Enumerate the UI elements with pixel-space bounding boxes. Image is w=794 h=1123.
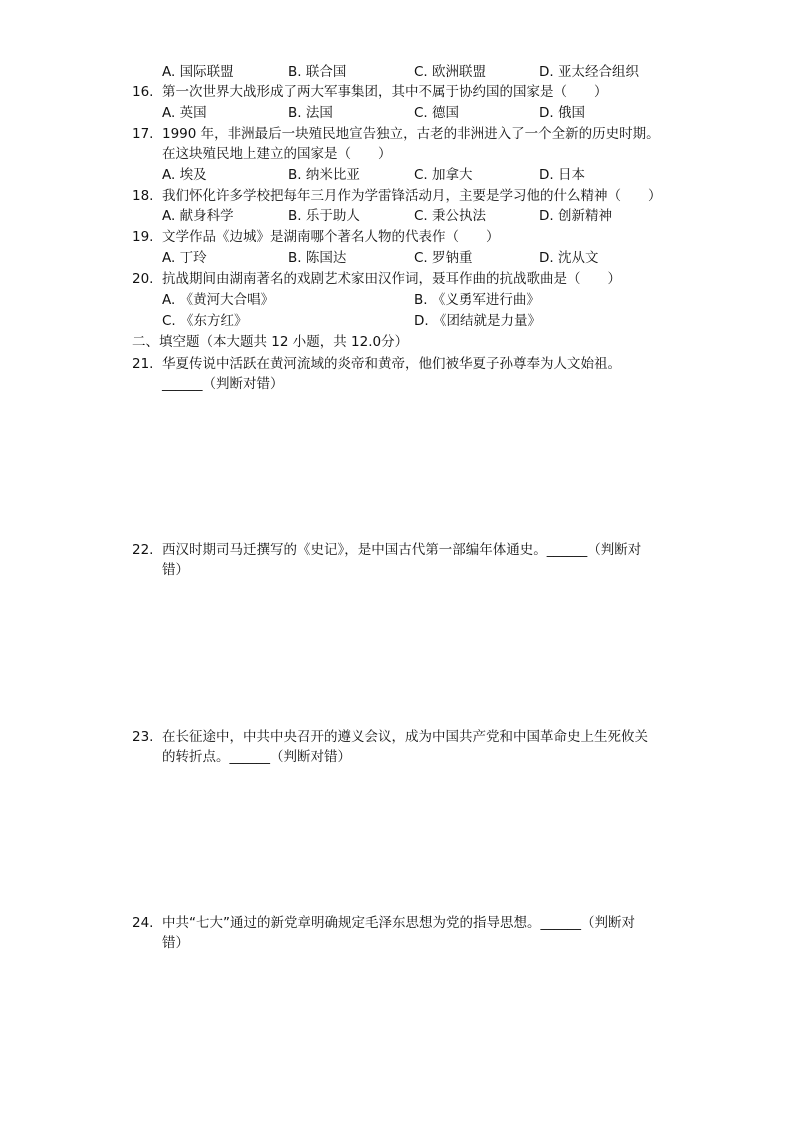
option-d: D. 亚太经合组织: [539, 64, 639, 80]
question-17: [132, 124, 672, 164]
option-a: A. 国际联盟: [162, 64, 234, 80]
option-a: A. 英国: [162, 105, 207, 121]
question-number: 16.: [132, 84, 154, 100]
option-b: B. 乐于助人: [288, 208, 360, 224]
question-text: 中共“七大”通过的新党章明确规定毛泽东思想为党的指导思想。______（判断对: [162, 915, 635, 931]
question-20: [132, 269, 672, 289]
option-c: C. 欧洲联盟: [414, 64, 487, 80]
question-text: 抗战期间由湖南著名的戏剧艺术家田汉作词，聂耳作曲的抗战歌曲是（ ）: [162, 271, 621, 287]
question-23: [132, 727, 672, 767]
option-a: A. 丁玲: [162, 250, 207, 266]
question-text: 我们怀化许多学校把每年三月作为学雷锋活动月，主要是学习他的什么精神（ ）: [162, 188, 662, 204]
option-a: A. 献身科学: [162, 208, 234, 224]
section-title: 二、填空题（本大题共 12 小题，共 12.0分）: [132, 334, 409, 350]
option-d: D. 日本: [539, 167, 585, 183]
q15-options: [162, 62, 722, 82]
option-b: B. 法国: [288, 105, 333, 121]
q19-options: [162, 248, 722, 268]
option-c: C. 《东方红》: [162, 313, 248, 329]
question-number: 22.: [132, 542, 154, 558]
q20-options-row2: [162, 311, 722, 331]
question-number: 18.: [132, 188, 154, 204]
question-text: 第一次世界大战形成了两大军事集团，其中不属于协约国的国家是（ ）: [162, 84, 608, 100]
option-b: B. 《义勇军进行曲》: [414, 292, 540, 308]
question-21: [132, 354, 672, 394]
option-a: A. 埃及: [162, 167, 207, 183]
option-b: B. 纳米比亚: [288, 167, 360, 183]
option-b: B. 陈国达: [288, 250, 347, 266]
question-text: 在长征途中，中共中央召开的遵义会议，成为中国共产党和中国革命史上生死攸关: [162, 729, 648, 745]
option-c: C. 加拿大: [414, 167, 473, 183]
question-number: 20.: [132, 271, 154, 287]
question-16: [132, 82, 672, 102]
question-text: 的转折点。______（判断对错）: [162, 749, 351, 765]
question-text: 1990 年，非洲最后一块殖民地宣告独立，古老的非洲进入了一个全新的历史时期。: [162, 126, 660, 142]
question-number: 24.: [132, 915, 154, 931]
q20-options-row1: [162, 290, 722, 310]
option-d: D. 俄国: [539, 105, 585, 121]
question-19: [132, 227, 672, 247]
question-number: 23.: [132, 729, 154, 745]
option-d: D. 沈从文: [539, 250, 599, 266]
question-text: ______（判断对错）: [162, 376, 284, 392]
q18-options: [162, 206, 722, 226]
option-d: D. 《团结就是力量》: [414, 313, 541, 329]
option-a: A. 《黄河大合唱》: [162, 292, 275, 308]
q16-options: [162, 103, 722, 123]
option-b: B. 联合国: [288, 64, 347, 80]
question-text: 华夏传说中活跃在黄河流域的炎帝和黄帝，他们被华夏子孙尊奉为人文始祖。: [162, 356, 621, 372]
question-number: 19.: [132, 229, 154, 245]
option-c: C. 罗钠重: [414, 250, 473, 266]
question-text: 错）: [162, 562, 189, 578]
question-24: [132, 913, 672, 953]
option-d: D. 创新精神: [539, 208, 612, 224]
question-22: [132, 540, 672, 580]
option-c: C. 秉公执法: [414, 208, 487, 224]
question-text: 在这块殖民地上建立的国家是（ ）: [162, 146, 392, 162]
question-text: 文学作品《边城》是湖南哪个著名人物的代表作（ ）: [162, 229, 500, 245]
q17-options: [162, 165, 722, 185]
question-text: 西汉时期司马迁撰写的《史记》，是中国古代第一部编年体通史。______（判断对: [162, 542, 642, 558]
question-18: [132, 186, 672, 206]
option-c: C. 德国: [414, 105, 460, 121]
question-text: 错）: [162, 935, 189, 951]
question-number: 21.: [132, 356, 154, 372]
question-number: 17.: [132, 126, 154, 142]
